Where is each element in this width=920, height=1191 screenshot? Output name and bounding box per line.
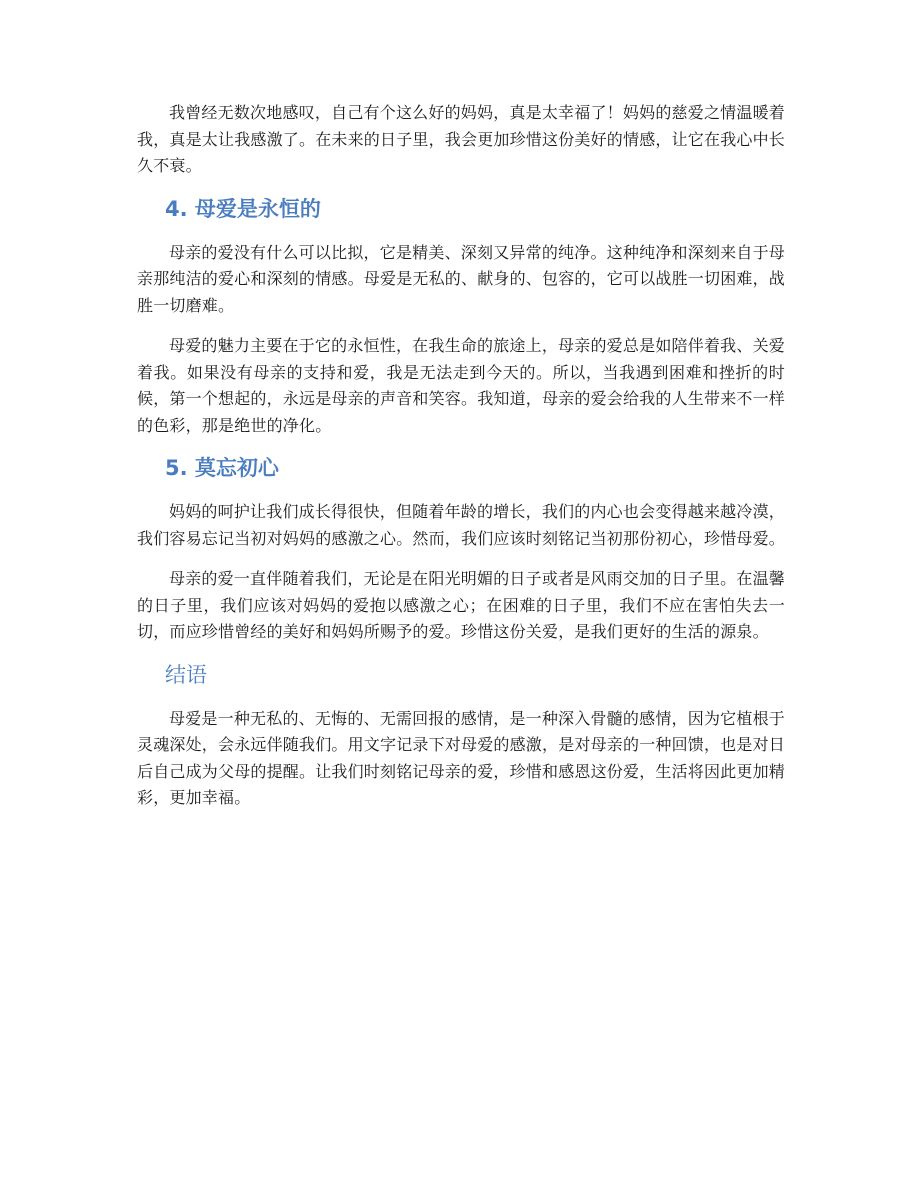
paragraph-intro: 我曾经无数次地感叹，自己有个这么好的妈妈，真是太幸福了！妈妈的慈爱之情温暖着我，真是太让我感激了。在未来的日子里，我会更加珍惜这份美好的情感，让它在我心中长久不衰。 [137, 103, 786, 175]
paragraph-section-4-1: 母亲的爱没有什么可以比拟，它是精美、深刻又异常的纯净。这种纯净和深刻来自于母亲那纯洁的爱心和深刻的情感。母爱是无私的、献身的、包容的，它可以战胜一切困难，战胜一切磨难。 [137, 242, 786, 315]
heading-section-4: 4. 母爱是永恒的 [165, 196, 321, 221]
paragraph-section-5-1: 妈妈的呵护让我们成长得很快，但随着年龄的增长，我们的内心也会变得越来越冷漠，我们容易忘记当初对妈妈的感激之心。然而，我们应该时刻铭记当初那份初心，珍惜母爱。 [137, 502, 786, 548]
paragraph-conclusion: 母爱是一种无私的、无悔的、无需回报的感情，是一种深入骨髓的感情，因为它植根于灵魂深处，会永远伴随我们。用文字记录下对母爱的感激，是对母亲的一种回馈，也是对日后自己成为父母的提醒。让我们时刻铭记母亲的爱，珍惜和感恩这份爱，生活将因此更加精彩，更加幸福。 [137, 708, 786, 807]
paragraph-section-4-2: 母爱的魅力主要在于它的永恒性，在我生命的旅途上，母亲的爱总是如陪伴着我、关爱着我。如果没有母亲的支持和爱，我是无法走到今天的。所以，当我遇到困难和挫折的时候，第一个想起的，永远是母亲的声音和笑容。我知道，母亲的爱会给我的人生带来不一样的色彩，那是绝世的净化。 [137, 336, 786, 435]
heading-conclusion: 结语 [165, 662, 207, 687]
heading-section-5: 5. 莫忘初心 [165, 456, 279, 480]
paragraph-section-5-2: 母亲的爱一直伴随着我们，无论是在阳光明媚的日子或者是风雨交加的日子里。在温馨的日子里，我们应该对妈妈的爱抱以感激之心；在困难的日子里，我们不应在害怕失去一切，而应珍惜曾经的美好和妈妈所赐予的爱。珍惜这份关爱，是我们更好的生活的源泉。 [137, 569, 785, 641]
document-body [137, 100, 785, 826]
